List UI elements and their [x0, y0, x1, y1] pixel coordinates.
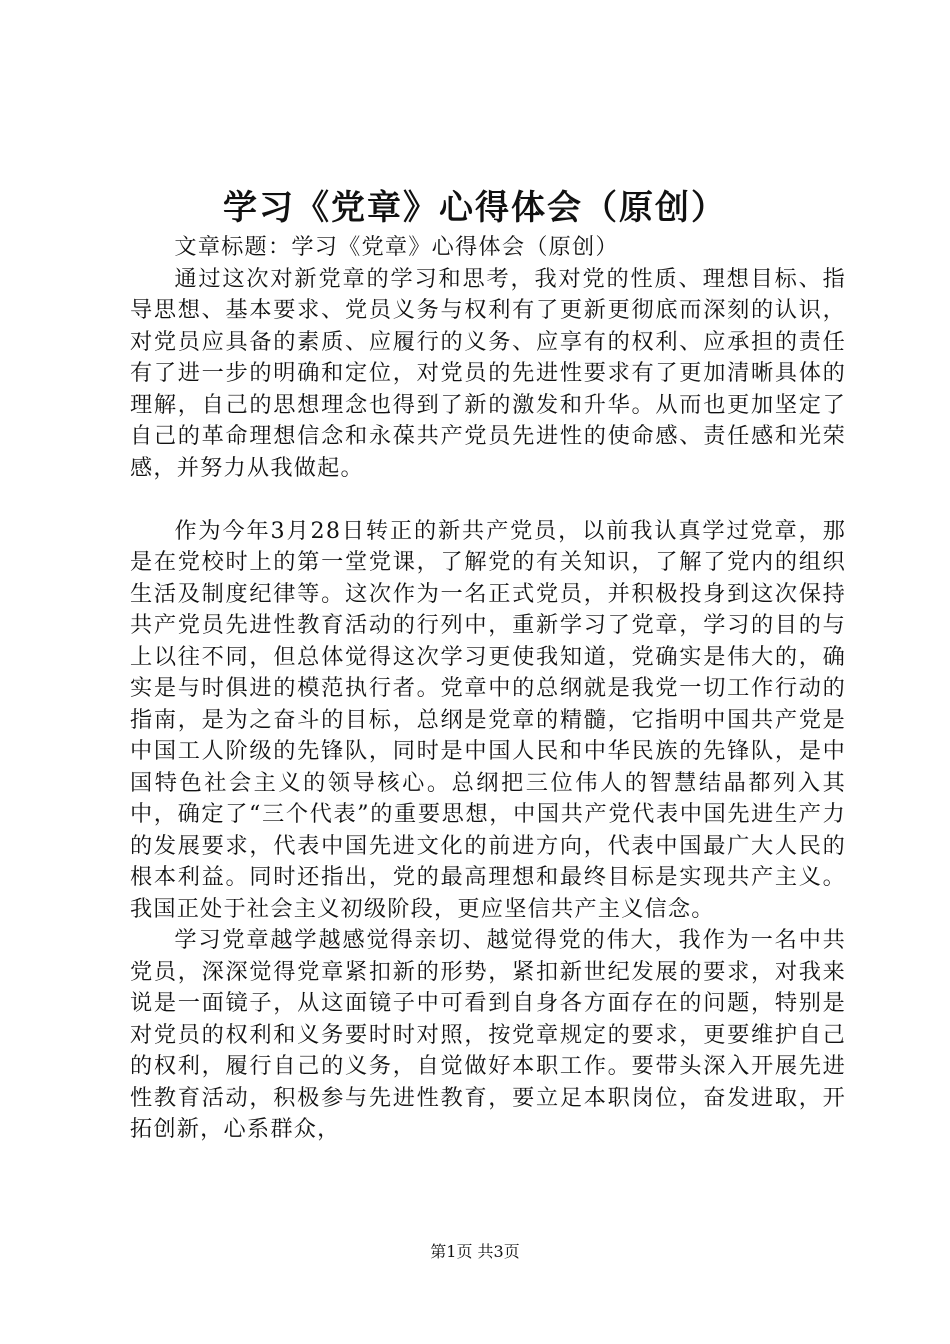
document-title: 学习《党章》心得体会（原创）	[223, 188, 727, 228]
article-title-line: 文章标题：学习《党章》心得体会（原创）	[174, 234, 619, 260]
paragraph-3: 学习党章越学越感觉得亲切、越觉得党的伟大，我作为一名中共党员，深深觉得党章紧扣新的形势，紧扣新世纪发展的要求，对我来说是一面镜子，从这面镜子中可看到自身各方面存在的问题，特别是对党员的权利和义务要时时对照，按党章规定的要求，更要维护自己的权利，履行自己的义务，自觉做好本职工作。要带头深入开展先进性教育活动，积极参与先进性教育，要立足本职岗位，奋发进取，开拓创新，心系群众，	[130, 927, 846, 1142]
page-footer: 第1页 共3页	[430, 1242, 520, 1261]
document-body	[130, 232, 846, 1146]
paragraph-1: 通过这次对新党章的学习和思考，我对党的性质、理想目标、指导思想、基本要求、党员义务与权利有了更新更彻底而深刻的认识，对党员应具备的素质、应履行的义务、应享有的权利、应承担的责任有了进一步的明确和定位，对党员的先进性要求有了更加清晰具体的理解，自己的思想理念也得到了新的激发和升华。从而也更加坚定了自己的革命理想信念和永葆共产党员先进性的使命感、责任感和光荣感，并努力从我做起。	[130, 265, 846, 481]
paragraph-2: 作为今年3月28日转正的新共产党员，以前我认真学过党章，那是在党校时上的第一堂党课，了解党的有关知识，了解了党内的组织生活及制度纪律等。这次作为一名正式党员，并积极投身到这次保持共产党员先进性教育活动的行列中，重新学习了党章，学习的目的与上以往不同，但总体觉得这次学习更使我知道，党确实是伟大的，确实是与时俱进的模范执行者。党章中的总纲就是我党一切工作行动的指南，是为之奋斗的目标，总纲是党章的精髓，它指明中国共产党是中国工人阶级的先锋队，同时是中国人民和中华民族的先锋队，是中国特色社会主义的领导核心。总纲把三位伟人的智慧结晶都列入其中，确定了“三个代表”的重要思想，中国共产党代表中国先进生产力的发展要求，代表中国先进文化的前进方向，代表中国最广大人民的根本利益。同时还指出，党的最高理想和最终目标是实现共产主义。我国正处于社会主义初级阶段，更应坚信共产主义信念。	[130, 517, 846, 922]
